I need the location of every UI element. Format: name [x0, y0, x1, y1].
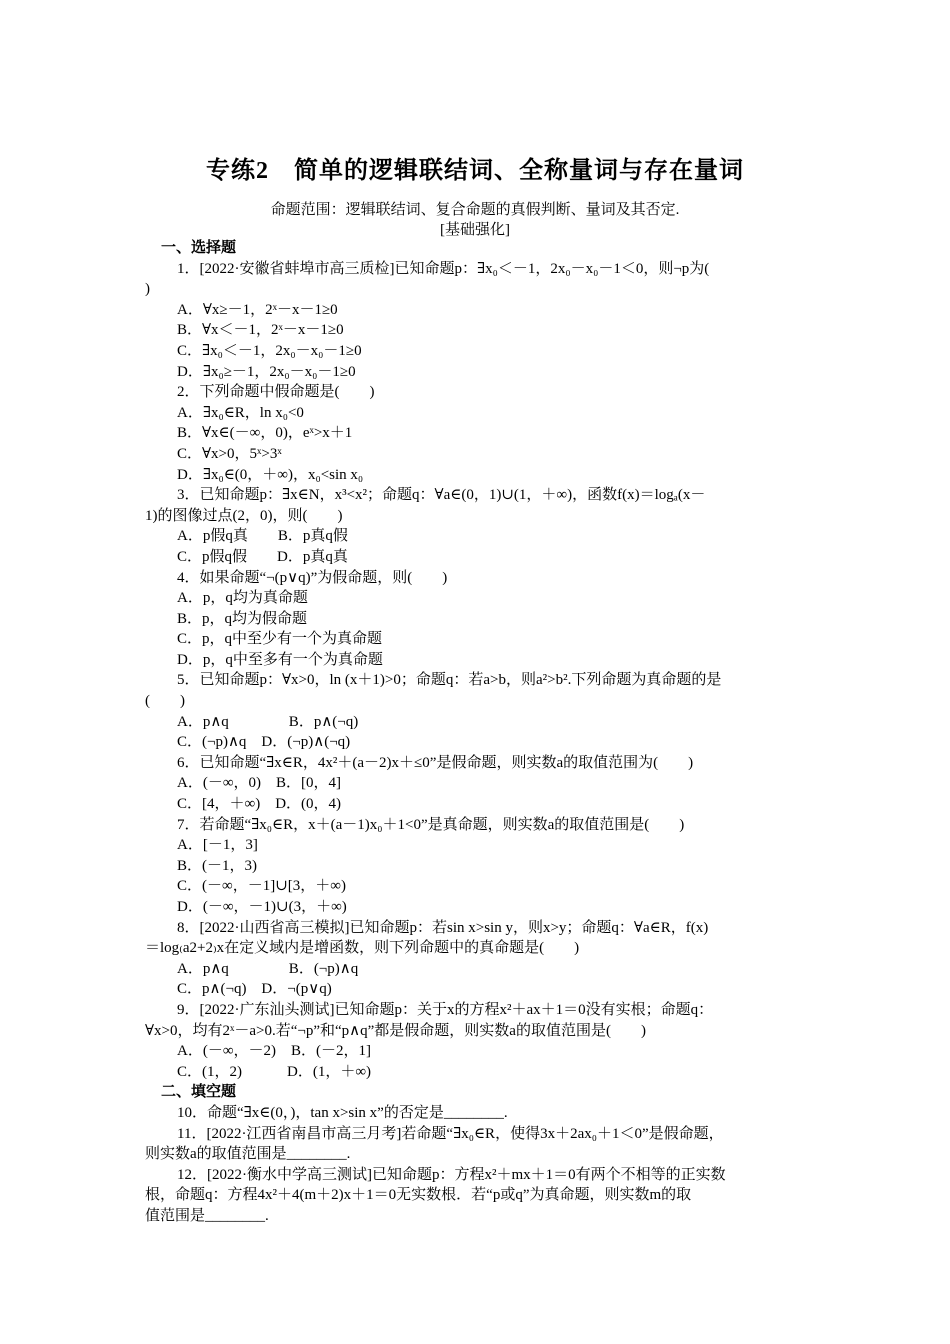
text-line: B．∀x∈(－∞，0)，eˣ>x＋1 — [177, 425, 353, 442]
text-line: 根，命题q：方程4x²＋4(m＋2)x＋1＝0无实数根．若“p或q”为真命题，则实数m的取 — [145, 1187, 692, 1204]
text-line: C．∀x>0，5ˣ>3ˣ — [177, 445, 282, 462]
text-line: C．[4，＋∞) D．(0，4) — [177, 796, 342, 813]
text-line: 5．已知命题p：∀x>0，ln (x＋1)>0；命题q：若a>b，则a²>b².下列命题为真命题的是 — [177, 672, 722, 689]
text-line: C．(¬p)∧q D．(¬p)∧(¬q) — [177, 734, 351, 751]
text-line: 二、填空题 — [161, 1084, 237, 1101]
page-title: 专练2 简单的逻辑联结词、全称量词与存在量词 — [206, 158, 744, 184]
text-line: 10．命题“∃x∈(0，)，tan x>sin x”的否定是________. — [177, 1104, 508, 1121]
text-line: 6．已知命题“∃x∈R，4x²＋(a－2)x＋≤0”是假命题，则实数a的取值范围为( ) — [177, 754, 694, 771]
text-line: 12．[2022·衡水中学高三测试]已知命题p：方程x²＋mx＋1＝0有两个不相等的正实数 — [177, 1166, 726, 1183]
text-line: C．p∧(¬q) D．¬(p∨q) — [177, 981, 332, 998]
text-line: B．p，q均为假命题 — [177, 610, 308, 627]
text-line: B．(－1，3) — [177, 857, 257, 874]
text-line: 7．若命题“∃x₀∈R，x＋(a－1)x₀＋1<0”是真命题，则实数a的取值范围是( ) — [177, 816, 685, 833]
question-body — [145, 238, 810, 1227]
text-line: ) — [145, 281, 150, 298]
text-line: 2．下列命题中假命题是( ) — [177, 384, 375, 401]
text-line: A．[－1，3] — [177, 837, 258, 854]
text-line: C．(－∞，－1]∪[3，＋∞) — [177, 878, 346, 895]
text-line: 1)的图像过点(2，0)，则( ) — [145, 507, 343, 524]
text-line: ( ) — [145, 693, 185, 710]
section-tag: [基础强化] — [440, 222, 510, 238]
text-line: C．∃x₀＜－1，2x₀－x₀－1≥0 — [177, 342, 362, 359]
text-line: 11．[2022·江西省南昌市高三月考]若命题“∃x₀∈R，使得3x＋2ax₀＋1＜0”是假命题， — [177, 1125, 724, 1142]
text-line: 一、选择题 — [161, 240, 237, 256]
text-line: A．∃x₀∈R，ln x₀<0 — [177, 404, 304, 421]
text-line: A．∀x≥－1，2ˣ－x－1≥0 — [177, 301, 338, 318]
text-line: 9．[2022·广东汕头测试]已知命题p：关于x的方程x²＋ax＋1＝0没有实根；命题q： — [177, 1001, 714, 1018]
text-line: B．∀x＜－1，2ˣ－x－1≥0 — [177, 322, 344, 339]
text-line: 1．[2022·安徽省蚌埠市高三质检]已知命题p：∃x₀＜－1，2x₀－x₀－1＜0，则¬p为( — [177, 260, 710, 277]
text-line: A．(－∞，－2) B．(－2，1] — [177, 1043, 372, 1060]
text-line: A．p假q真 B．p真q假 — [177, 528, 348, 545]
text-line: 值范围是________. — [145, 1207, 269, 1224]
text-line: A．p∧q B．p∧(¬q) — [177, 713, 359, 730]
text-line: D．p，q中至多有一个为真命题 — [177, 651, 383, 668]
text-line: A．p∧q B．(¬p)∧q — [177, 960, 359, 977]
text-line: A．p，q均为真命题 — [177, 590, 308, 607]
text-line: C．p假q假 D．p真q真 — [177, 548, 348, 565]
scope-line: 命题范围：逻辑联结词、复合命题的真假判断、量词及其否定. — [270, 202, 680, 218]
text-line: A．(－∞，0) B．[0，4] — [177, 775, 342, 792]
text-line: D．∃x₀≥－1，2x₀－x₀－1≥0 — [177, 363, 356, 380]
text-line: 8．[2022·山西省高三模拟]已知命题p：若sin x>sin y，则x>y；命题q：∀a∈R，f(x) — [177, 919, 709, 936]
text-line: C．p，q中至少有一个为真命题 — [177, 631, 383, 648]
text-line: 3．已知命题p：∃x∈N，x³<x²；命题q：∀a∈(0，1)∪(1，＋∞)，函数f(x)＝logₐ(x－ — [177, 487, 706, 504]
text-line: ＝log₍a2+2₎x在定义域内是增函数，则下列命题中的真命题是( ) — [145, 940, 580, 957]
text-line: C．(1，2) D．(1，＋∞) — [177, 1063, 372, 1080]
text-line: 则实数a的取值范围是________. — [145, 1146, 351, 1163]
text-line: ∀x>0，均有2ˣ－a>0.若“¬p”和“p∧q”都是假命题，则实数a的取值范围是( ) — [145, 1022, 646, 1039]
text-line: D．∃x₀∈(0，＋∞)，x₀<sin x₀ — [177, 466, 364, 483]
text-line: D．(－∞，－1)∪(3，＋∞) — [177, 899, 347, 915]
text-line: 4．如果命题“¬(p∨q)”为假命题，则( ) — [177, 569, 448, 586]
